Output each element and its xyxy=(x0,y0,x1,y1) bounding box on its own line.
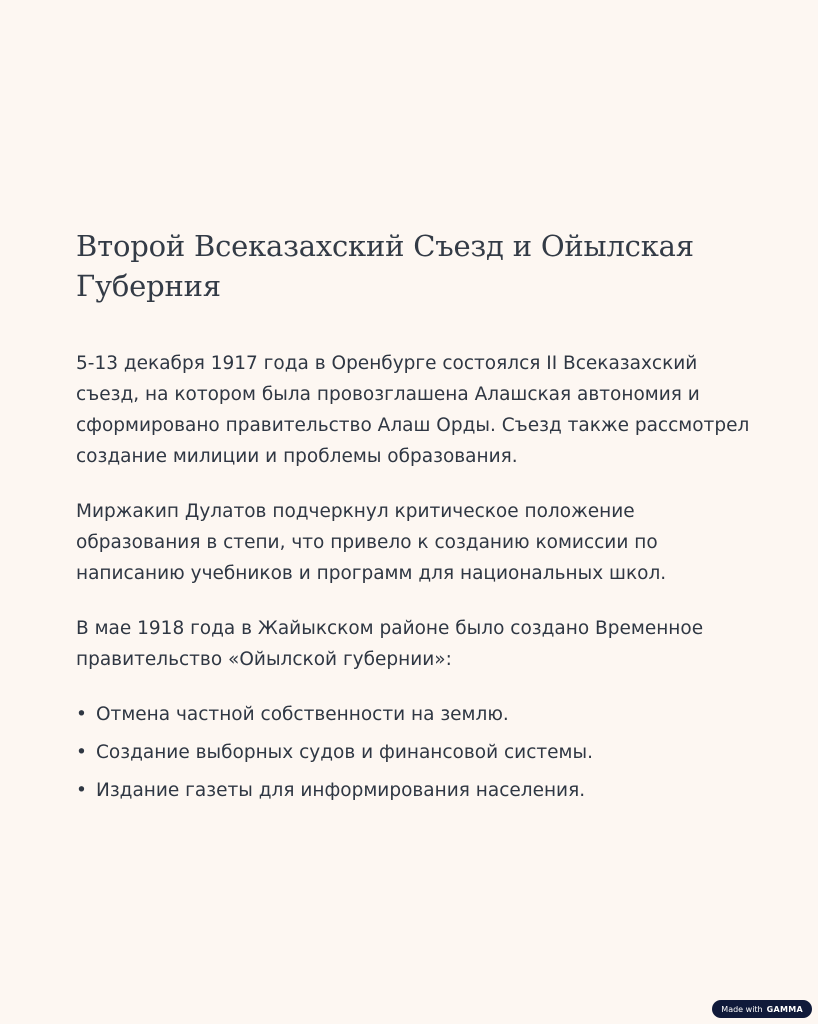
bullet-text: Создание выборных судов и финансовой системы. xyxy=(96,742,593,763)
paragraph-congress: 5-13 декабря 1917 года в Оренбурге состоялся II Всеказахский съезд, на котором была провозглашена Алашская автономия и сформировано правительство Алаш Орды. Съезд также рассмотрел создание милиции и проблемы образования. xyxy=(76,353,750,467)
slide-title: Второй Всеказахский Съезд и Ойылская Губерния xyxy=(76,229,694,303)
bullet-icon: • xyxy=(76,780,87,801)
bullet-icon: • xyxy=(76,742,87,763)
paragraph-government: В мае 1918 года в Жайыкском районе было создано Временное правительство «Ойылской губернии»: xyxy=(76,618,704,670)
gamma-logo: GAMMA xyxy=(766,1004,803,1014)
list-item xyxy=(76,699,756,730)
bullet-icon: • xyxy=(76,704,87,725)
list-item xyxy=(76,775,756,806)
bullet-list xyxy=(76,699,756,806)
badge-prefix: Made with xyxy=(721,1004,763,1014)
paragraph-education: Миржакип Дулатов подчеркнул критическое положение образования в степи, что привело к созданию комиссии по написанию учебников и программ для национальных школ. xyxy=(76,501,667,584)
bullet-text: Издание газеты для информирования населения. xyxy=(96,780,586,801)
slide-content xyxy=(76,226,756,813)
list-item xyxy=(76,737,756,768)
made-with-gamma-badge[interactable] xyxy=(712,1000,812,1018)
bullet-text: Отмена частной собственности на землю. xyxy=(96,704,509,725)
